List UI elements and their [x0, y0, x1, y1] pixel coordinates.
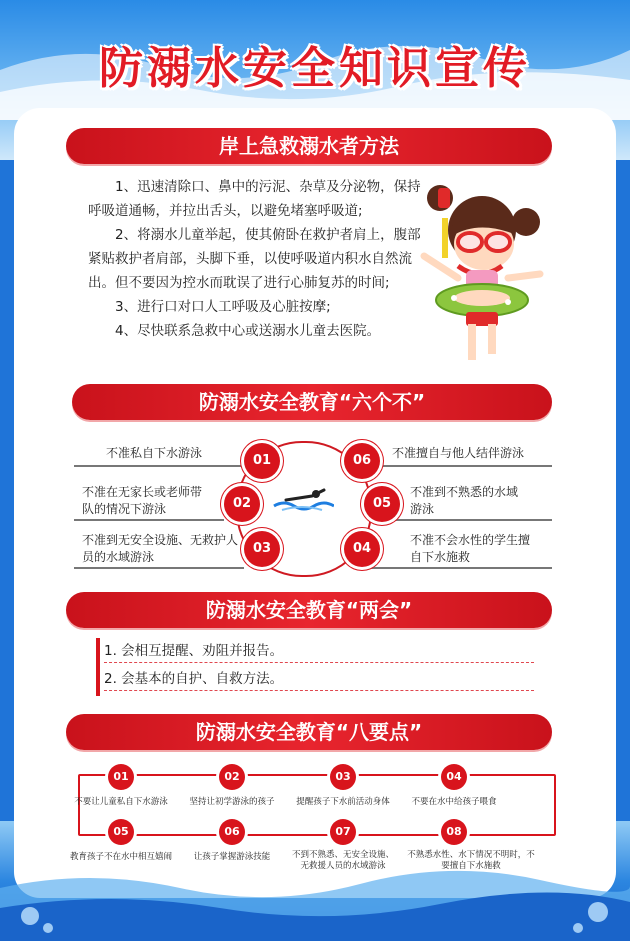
two-skills-item-2: 2. 会基本的自护、自救方法。	[104, 668, 534, 691]
rule-number-06: 06	[344, 443, 380, 479]
rule-text-03: 不准到无安全设施、无救护人员的水域游泳	[82, 533, 239, 564]
rule-number-04: 04	[344, 531, 380, 567]
point-text-04: 不要在水中给孩子喂食	[411, 797, 497, 807]
rule-text-01: 不准私自下水游泳	[106, 446, 203, 460]
water-bubble-icon	[21, 907, 39, 925]
rule-text-04: 不准不会水性的学生擅自下水施救	[410, 533, 531, 564]
point-text-03: 提醒孩子下水前活动身体	[296, 797, 390, 807]
point-number-01: 01	[108, 764, 134, 790]
girl-swimmer-illustration	[418, 178, 546, 368]
section1-paragraph-1: 1、迅速清除口、鼻中的污泥、杂草及分泌物，保持呼吸道通畅，并拉出舌头，以避免堵塞呼吸道;	[88, 179, 421, 219]
divider-line	[74, 567, 244, 569]
divider-line	[74, 519, 224, 521]
section1-text	[88, 175, 423, 343]
rule-number-01: 01	[244, 443, 280, 479]
point-text-02: 坚持让初学游泳的孩子	[189, 797, 275, 807]
point-text-01: 不要让儿童私自下水游泳	[74, 797, 168, 807]
divider-line	[74, 465, 244, 467]
section4-heading: 防溺水安全教育“八要点”	[66, 714, 552, 750]
section3-accent-bar	[96, 638, 100, 696]
divider-line	[360, 465, 552, 467]
point-number-06: 06	[219, 819, 245, 845]
point-number-07: 07	[330, 819, 356, 845]
water-bubble-icon	[573, 923, 583, 933]
point-text-08: 不熟悉水性、水下情况不明时，不要擅自下水施救	[407, 850, 535, 871]
rule-text-06: 不准擅自与他人结伴游泳	[392, 446, 525, 460]
section1-paragraph-3: 3、进行口对口人工呼吸及心脏按摩;	[115, 299, 331, 315]
point-number-02: 02	[219, 764, 245, 790]
point-number-05: 05	[108, 819, 134, 845]
point-text-06: 让孩子掌握游泳技能	[193, 852, 271, 862]
point-number-08: 08	[441, 819, 467, 845]
rule-number-03: 03	[244, 531, 280, 567]
point-text-07: 不到不熟悉、无安全设施、无救援人员的水域游泳	[291, 850, 394, 871]
two-skills-item-1: 1. 会相互提醒、劝阻并报告。	[104, 640, 534, 663]
bottom-wave-decoration	[0, 858, 630, 941]
swimmer-icon	[272, 486, 334, 514]
point-text-05: 教育孩子不在水中相互嬉闹	[69, 852, 172, 862]
poster-title: 防溺水安全知识宣传	[99, 43, 531, 94]
water-bubble-icon	[588, 902, 608, 922]
point-number-04: 04	[441, 764, 467, 790]
rule-number-05: 05	[364, 486, 400, 522]
rule-number-02: 02	[224, 486, 260, 522]
divider-line	[360, 567, 552, 569]
section1-paragraph-2: 2、将溺水儿童举起，使其俯卧在救护者肩上，腹部紧贴救护者肩部，头脚下垂，以使呼吸道内积水自然流出。但不要因为控水而耽误了进行心肺复苏的时间;	[88, 227, 421, 291]
section3-heading: 防溺水安全教育“两会”	[66, 592, 552, 628]
section1-paragraph-4: 4、尽快联系急救中心或送溺水儿童去医院。	[115, 323, 381, 339]
rule-text-05: 不准到不熟悉的水域游泳	[410, 485, 519, 516]
section2-heading: 防溺水安全教育“六个不”	[72, 384, 552, 420]
rule-text-02: 不准在无家长或老师带队的情况下游泳	[82, 485, 203, 516]
divider-line	[380, 519, 552, 521]
water-bubble-icon	[43, 923, 53, 933]
point-number-03: 03	[330, 764, 356, 790]
section1-heading: 岸上急救溺水者方法	[66, 128, 552, 164]
